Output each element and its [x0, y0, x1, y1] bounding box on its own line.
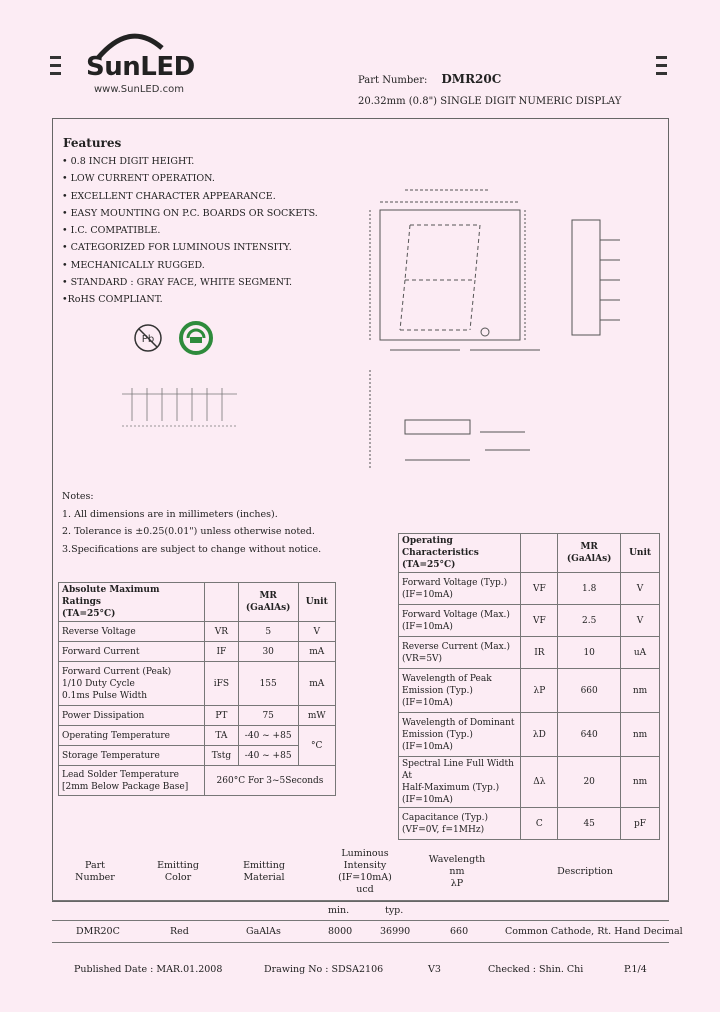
- features-title: Features: [63, 136, 122, 150]
- divider: [52, 920, 669, 921]
- sel-header-color: Emitting Color: [157, 860, 199, 883]
- divider: [52, 942, 669, 943]
- sel-header-luminous: Luminous Intensity (IF=10mA) ucd: [338, 848, 392, 895]
- note-item: 3.Specifications are subject to change without notice.: [62, 543, 322, 555]
- side-bar: [656, 56, 667, 59]
- note-item: 2. Tolerance is ±0.25(0.01") unless otherwise noted.: [62, 526, 315, 537]
- sel-typ: 36990: [380, 926, 411, 937]
- side-bar: [656, 72, 667, 75]
- list-item: • I.C. COMPATIBLE.: [62, 225, 161, 237]
- rohs-mark-text: Pb: [141, 334, 155, 345]
- green-compliance-icon: [178, 320, 214, 356]
- published-date: Published Date : MAR.01.2008: [74, 964, 223, 975]
- list-item: • EXCELLENT CHARACTER APPEARANCE.: [62, 190, 276, 202]
- side-bar: [50, 72, 61, 75]
- sel-header-material: Emitting Material: [243, 860, 285, 883]
- side-bar: [656, 64, 667, 67]
- divider: [52, 900, 669, 901]
- page-number: P.1/4: [624, 964, 647, 975]
- absolute-max-ratings-table: Absolute Maximum Ratings (TA=25°C) MR (GaAlAs) Unit Reverse Voltage VR 5 V Forward Current IF 30 mA Forward Current (Peak) 1/10 Duty Cycle 0.1ms Pulse Width iFS 155 mA Power Dissipation PT 75 mW Operating Temperature TA -40 ~ +85 °C Storage Temperature Tstg -40 ~ +85 Lead Solder Temperature [2mm Below Package Base] 260°C For 3~5Seconds: [58, 582, 336, 796]
- list-item: • 0.8 INCH DIGIT HEIGHT.: [62, 156, 195, 167]
- sel-sub-min: min.: [328, 905, 350, 916]
- list-item: • CATEGORIZED FOR LUMINOUS INTENSITY.: [62, 242, 292, 254]
- website: www.SunLED.com: [94, 84, 184, 95]
- sel-header-description: Description: [557, 866, 613, 877]
- note-item: 1. All dimensions are in millimeters (inches).: [62, 508, 278, 520]
- list-item: • EASY MOUNTING ON P.C. BOARDS OR SOCKETS.: [62, 207, 318, 219]
- product-description: 20.32mm (0.8") SINGLE DIGIT NUMERIC DISPLAY: [358, 96, 622, 107]
- list-item: • LOW CURRENT OPERATION.: [62, 173, 215, 185]
- logo: SunLED: [86, 52, 195, 82]
- sel-part: DMR20C: [76, 926, 120, 937]
- version: V3: [428, 964, 441, 975]
- dimension-drawing: [350, 150, 660, 480]
- sel-material: GaAlAs: [246, 926, 281, 937]
- side-bar: [50, 64, 61, 67]
- notes: [62, 488, 321, 558]
- notes-title: Notes:: [62, 491, 94, 502]
- checked-by: Checked : Shin. Chi: [488, 964, 584, 975]
- sel-header-part: Part Number: [75, 860, 115, 883]
- rohs-pb-free-icon: [132, 322, 164, 354]
- list-item: • STANDARD : GRAY FACE, WHITE SEGMENT.: [62, 277, 293, 289]
- list-item: • MECHANICALLY RUGGED.: [62, 259, 205, 271]
- list-item: •RoHS COMPLIANT.: [62, 294, 163, 306]
- features-list: [62, 156, 318, 312]
- sel-wavelength: 660: [450, 926, 469, 937]
- side-bar: [50, 56, 61, 59]
- drawing-number: Drawing No : SDSA2106: [264, 964, 384, 975]
- sel-min: 8000: [328, 926, 353, 937]
- sel-description: Common Cathode, Rt. Hand Decimal: [505, 926, 683, 937]
- sel-sub-typ: typ.: [385, 905, 404, 916]
- operating-characteristics-table: Operating Characteristics (TA=25°C) MR (GaAlAs) Unit Forward Voltage (Typ.) (IF=10mA) VF 1.8 V Forward Voltage (Max.) (IF=10mA) VF 2.5 V Reverse Current (Max.) (VR=5V) IR 10 uA Wavelength of Peak Emission (Typ.) (IF=10mA) λP 660 nm Wavelength of Dominant Emission (Typ.) (IF=10mA) λD 640 nm Spectral Line Full Width At Half-Maximum (Typ.) (IF=10mA) Δλ 20 nm Capacitance (Typ.) (VF=0V, f=1MHz) C 45 pF: [398, 533, 660, 840]
- part-number: Part Number: DMR20C: [358, 72, 502, 86]
- sel-color: Red: [170, 926, 189, 937]
- sel-header-wavelength: Wavelength nm λP: [428, 854, 486, 889]
- internal-circuit-diagram: [112, 366, 242, 456]
